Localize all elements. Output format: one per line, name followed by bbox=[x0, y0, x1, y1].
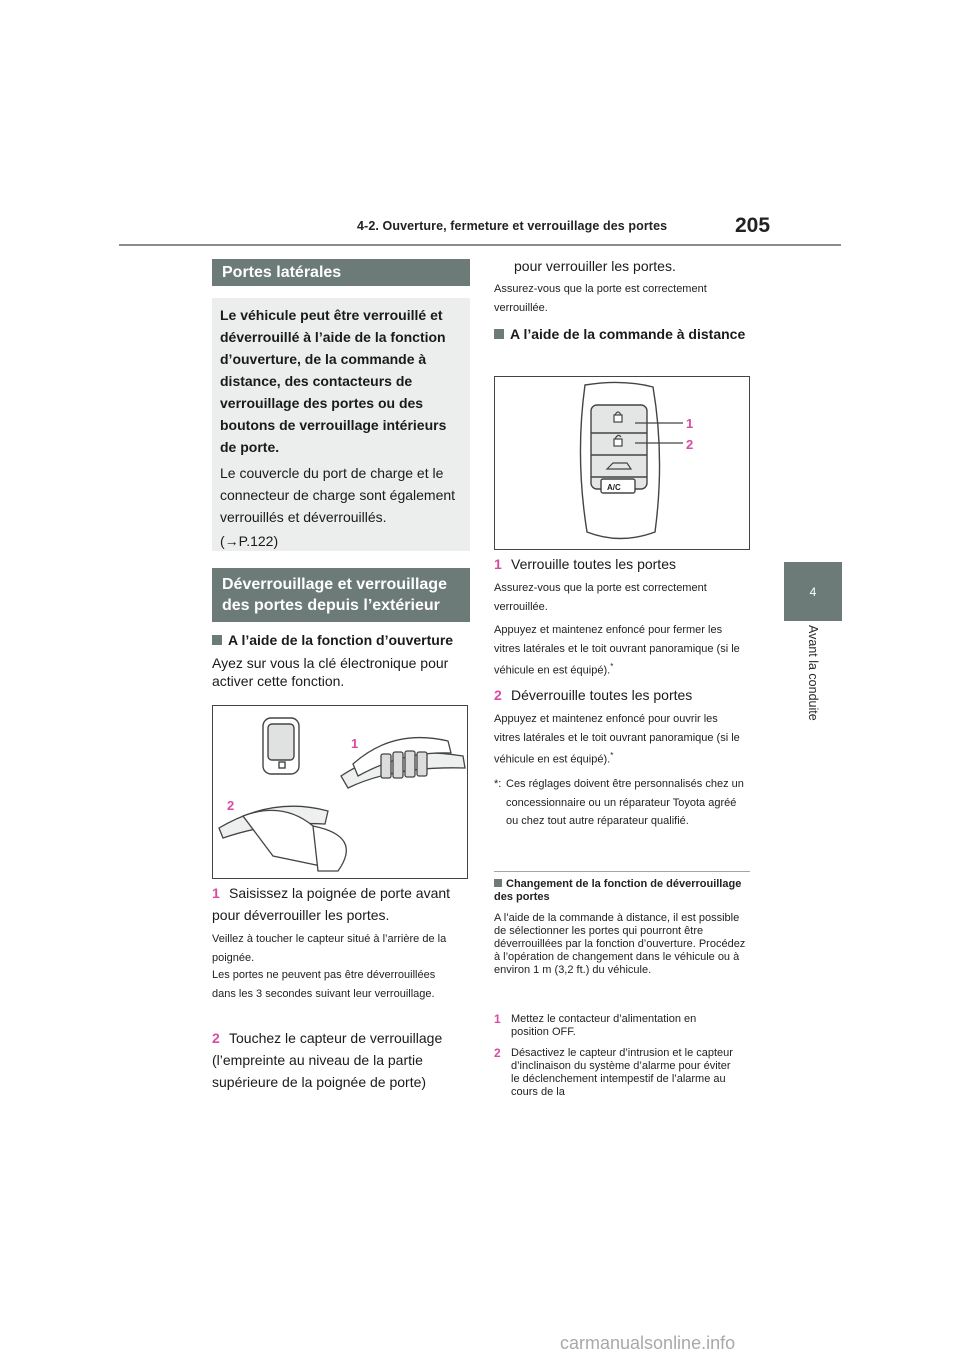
asterisk-mark: * bbox=[610, 662, 614, 671]
chapter-label-text: Avant la conduite bbox=[806, 625, 820, 721]
remote-key-figure bbox=[494, 376, 750, 550]
watermark: carmanualsonline.info bbox=[560, 1333, 736, 1353]
info-step-2-text: Désactivez le capteur d’intrusion et le capteur d’inclinaison du système d’alarme pour éviter le déclenchement intempestif de l’alarme au cours de la bbox=[511, 1047, 733, 1098]
info-step-2 bbox=[494, 1047, 746, 1099]
info-heading bbox=[494, 878, 750, 904]
remote-label-1: 1 bbox=[686, 416, 694, 431]
entry-text: Ayez sur vous la clé électronique pour activer cette fonction. bbox=[212, 655, 449, 689]
info-heading-text: Changement de la fonction de déverrouillage des portes bbox=[494, 878, 742, 903]
step-2-note: Assurez-vous que la porte est correctement verrouillée. bbox=[494, 283, 707, 314]
square-bullet-icon bbox=[494, 329, 504, 339]
intro-box bbox=[212, 298, 470, 551]
section-title-side-doors: Portes latérales bbox=[212, 259, 470, 286]
subhead-entry-function bbox=[212, 631, 474, 650]
remote-step-1-note-2 bbox=[494, 621, 746, 680]
remote-key-icon bbox=[580, 382, 659, 538]
footnote-mark: *: bbox=[494, 778, 502, 790]
step-1-note: Veillez à toucher le capteur situé à l’arrière de la poignée. bbox=[212, 933, 447, 964]
remote-step-2-note-text: Appuyez et maintenez enfoncé pour ouvrir les vitres latérales et le toit ouvrant panoramique (si le véhicule en est équipé). bbox=[494, 713, 740, 766]
section-title-exterior: Déverrouillage et verrouillage des portes depuis l’extérieur bbox=[212, 568, 470, 622]
header-rule bbox=[119, 244, 841, 246]
subhead-entry-text: A l’aide de la fonction d’ouverture bbox=[228, 632, 454, 648]
remote-step-2-number: 2 bbox=[494, 687, 502, 703]
running-header-title: 4-2. Ouverture, fermeture et verrouillage des portes bbox=[357, 219, 668, 233]
remote-step-2 bbox=[494, 684, 750, 706]
step-2-continued: pour verrouiller les portes. bbox=[514, 258, 676, 274]
intro-page-ref[interactable]: (→P.122) bbox=[220, 533, 279, 549]
chapter-number: 4 bbox=[809, 584, 817, 599]
footnote bbox=[494, 775, 746, 831]
remote-step-1-text: Verrouille toutes les portes bbox=[511, 556, 676, 572]
intro-normal-text: Le couvercle du port de charge et le connecteur de charge sont également verrouillés et déverrouillés. bbox=[220, 465, 456, 525]
info-divider bbox=[494, 871, 750, 872]
remote-step-1 bbox=[494, 553, 750, 575]
step-1-number: 1 bbox=[212, 885, 220, 901]
door-handle-figure bbox=[212, 705, 468, 879]
footnote-text: Ces réglages doivent être personnalisés chez un concessionnaire ou un réparateur Toyota agréé ou chez tout autre réparateur qualifié. bbox=[506, 778, 744, 827]
remote-label-2: 2 bbox=[686, 437, 694, 452]
info-step-1 bbox=[494, 1013, 746, 1039]
intro-bold-text: Le véhicule peut être verrouillé et déverrouillé à l’aide de la fonction d’ouverture, de la commande à distance, des contacteurs de verrouillage des portes ou des boutons de verrouillage intérieurs de porte. bbox=[220, 307, 447, 455]
chapter-label bbox=[784, 625, 842, 740]
door-handle-illustration bbox=[213, 706, 467, 878]
door-handle-lower-icon bbox=[219, 806, 346, 871]
door-handle-upper-icon bbox=[341, 738, 465, 788]
info-text: A l’aide de la commande à distance, il est possible de sélectionner les portes qui pourront être déverrouillées par la fonction d’ouverture. Procédez à l’opération de changement dans le véhicule ou à environ 1 m (3,2 ft.) du véhicule. bbox=[494, 912, 746, 976]
remote-key-illustration bbox=[495, 377, 749, 549]
subhead-remote-text: A l’aide de la commande à distance bbox=[510, 326, 746, 342]
figure-label-1: 1 bbox=[351, 736, 359, 751]
square-bullet-icon bbox=[494, 879, 502, 887]
square-bullet-icon bbox=[212, 635, 222, 645]
figure-label-2: 2 bbox=[227, 798, 235, 813]
remote-step-2-text: Déverrouille toutes les portes bbox=[511, 687, 693, 703]
step-1-note-2: Les portes ne peuvent pas être déverrouillées dans les 3 secondes suivant leur verrouillage. bbox=[212, 969, 436, 1000]
smart-key-icon bbox=[263, 718, 299, 774]
step-1-text: Saisissez la poignée de porte avant pour déverrouiller les portes. bbox=[212, 885, 451, 923]
step-2-text: Touchez le capteur de verrouillage (l’empreinte au niveau de la partie supérieure de la poignée de porte) bbox=[212, 1030, 443, 1090]
page-number: 205 bbox=[735, 214, 771, 237]
step-2 bbox=[212, 1027, 470, 1093]
info-step-2-number: 2 bbox=[494, 1046, 501, 1060]
remote-step-1-number: 1 bbox=[494, 556, 502, 572]
ac-button-label: A/C bbox=[607, 483, 621, 492]
subhead-remote bbox=[494, 325, 750, 344]
chapter-tab[interactable] bbox=[784, 562, 842, 621]
remote-step-1-note: Assurez-vous que la porte est correctement verrouillée. bbox=[494, 582, 707, 613]
remote-step-2-note bbox=[494, 710, 746, 769]
step-2-number: 2 bbox=[212, 1030, 220, 1046]
info-step-1-text: Mettez le contacteur d’alimentation en position OFF. bbox=[511, 1013, 697, 1038]
asterisk-mark-2: * bbox=[610, 751, 614, 760]
info-step-1-number: 1 bbox=[494, 1012, 501, 1026]
step-1 bbox=[212, 882, 470, 926]
remote-step-1-note-2-text: Appuyez et maintenez enfoncé pour fermer les vitres latérales et le toit ouvrant panoramique (si le véhicule en est équipé). bbox=[494, 624, 740, 677]
